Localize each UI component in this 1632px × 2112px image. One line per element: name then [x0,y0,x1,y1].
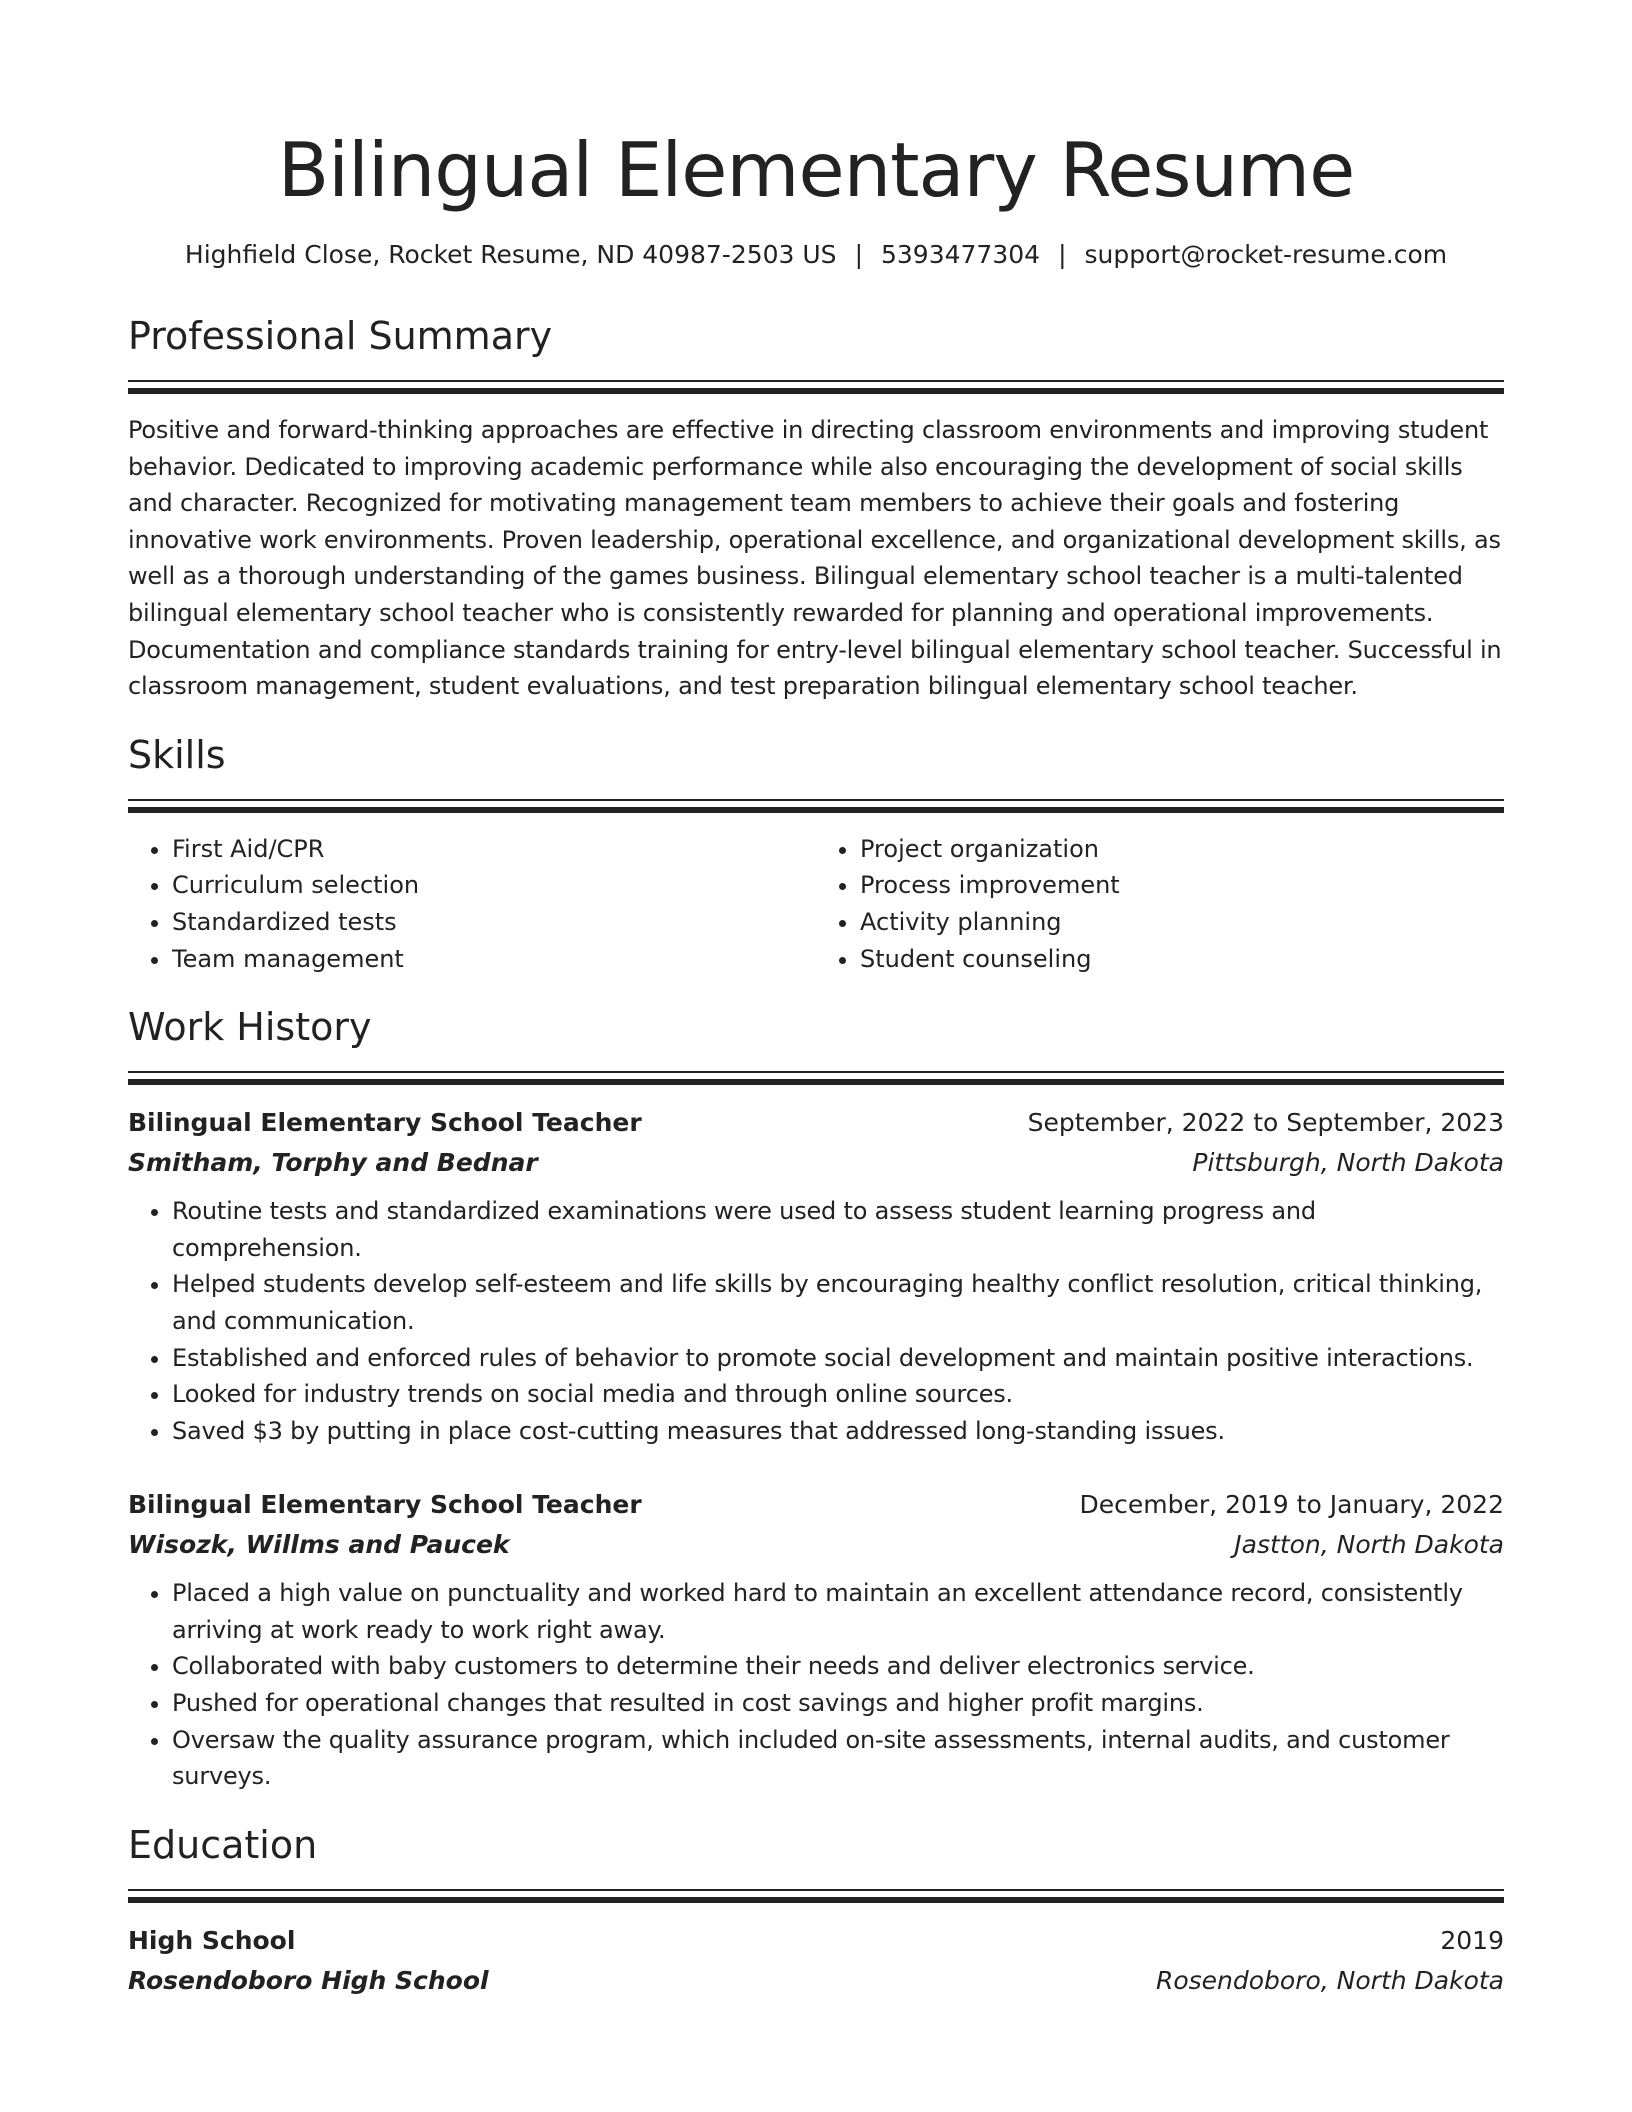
job-entry [128,1103,1504,1449]
section-divider [128,1079,1504,1085]
section-divider [128,380,1504,382]
job-bullet: • Oversaw the quality assurance program, which included on-site assessments, internal audits, and customer surveys. [172,1722,1504,1795]
job-bullet: • Pushed for operational changes that resulted in cost savings and higher profit margins. [172,1685,1504,1722]
education-year: 2019 [1440,1925,1504,1955]
section-divider [128,388,1504,394]
resume-page [128,120,1504,2001]
contact-address: Highfield Close, Rocket Resume, ND 40987-2503 US [184,240,837,269]
job-bullet: • Saved $3 by putting in place cost-cutting measures that addressed long-standing issues. [172,1413,1504,1450]
education-entry [128,1921,1504,2001]
skill-item: • Student counseling [860,941,1504,978]
job-bullet: • Collaborated with baby customers to determine their needs and deliver electronics service. [172,1648,1504,1685]
skill-item: • First Aid/CPR [172,831,816,868]
contact-separator: | [854,240,863,269]
job-bullet: • Placed a high value on punctuality and worked hard to maintain an excellent attendance record, consistently arriving at work ready to work right away. [172,1575,1504,1648]
contact-phone: 5393477304 [881,240,1041,269]
job-entry [128,1485,1504,1795]
job-subheader [128,1525,1504,1565]
skill-item: • Project organization [860,831,1504,868]
resume-title: Bilingual Elementary Resume [277,126,1355,214]
contact-line [128,238,1504,272]
job-header [128,1103,1504,1143]
education-subheader [128,1961,1504,2001]
job-company: Smitham, Torphy and Bednar [128,1148,538,1178]
job-bullets [128,1575,1504,1795]
section-divider [128,1889,1504,1891]
job-dates: September, 2022 to September, 2023 [1027,1108,1504,1138]
skills-section [128,731,1504,977]
job-bullet: • Established and enforced rules of behavior to promote social development and maintain positive interactions. [172,1340,1504,1377]
job-bullets [128,1193,1504,1449]
summary-section [128,312,1504,705]
skill-item: • Standardized tests [172,904,816,941]
summary-heading: Professional Summary [128,314,553,358]
section-divider [128,799,1504,801]
job-title: Bilingual Elementary School Teacher [128,1108,642,1138]
job-subheader [128,1143,1504,1183]
skill-item: • Curriculum selection [172,867,816,904]
job-location: Pittsburgh, North Dakota [1192,1148,1504,1178]
job-dates: December, 2019 to January, 2022 [1079,1490,1504,1520]
skills-list-right [816,831,1504,977]
contact-email: support@rocket-resume.com [1084,240,1448,269]
contact-separator: | [1058,240,1067,269]
section-divider [128,807,1504,813]
summary-text: Positive and forward-thinking approaches are effective in directing classroom environments and improving student behavior. Dedicated to improving academic performance while also encouraging the development of social skills and character. Recognized for motivating management team members to achieve their goals and fostering innovative work environments. Proven leadership, operational excellence, and organizational development skills, as well as a thorough understanding of the games business. Bilingual elementary school teacher is a multi-talented bilingual elementary school teacher who is consistently rewarded for planning and operational improvements. Documentation and compliance standards training for entry-level bilingual elementary school teacher. Successful in classroom management, student evaluations, and test preparation bilingual elementary school teacher. [128,416,1502,701]
section-divider [128,1071,1504,1073]
education-section [128,1821,1504,2001]
skills-heading: Skills [128,732,226,777]
skill-item: • Activity planning [860,904,1504,941]
job-title: Bilingual Elementary School Teacher [128,1490,642,1520]
skills-columns [128,831,1504,977]
work-heading: Work History [128,1005,372,1050]
job-company: Wisozk, Willms and Paucek [128,1530,510,1560]
skill-item: • Team management [172,941,816,978]
job-location: Jastton, North Dakota [1234,1530,1504,1560]
education-location: Rosendoboro, North Dakota [1155,1965,1504,1995]
job-bullet: • Routine tests and standardized examinations were used to assess student learning progress and comprehension. [172,1193,1504,1266]
education-heading: Education [128,1822,318,1867]
work-section [128,1003,1504,1795]
education-header [128,1921,1504,1961]
education-degree: High School [128,1925,296,1955]
skills-list-left [128,831,816,977]
education-school: Rosendoboro High School [128,1965,489,1995]
job-bullet: • Helped students develop self-esteem and life skills by encouraging healthy conflict resolution, critical thinking, and communication. [172,1266,1504,1339]
skill-item: • Process improvement [860,867,1504,904]
job-header [128,1485,1504,1525]
job-bullet: • Looked for industry trends on social media and through online sources. [172,1376,1504,1413]
section-divider [128,1897,1504,1903]
